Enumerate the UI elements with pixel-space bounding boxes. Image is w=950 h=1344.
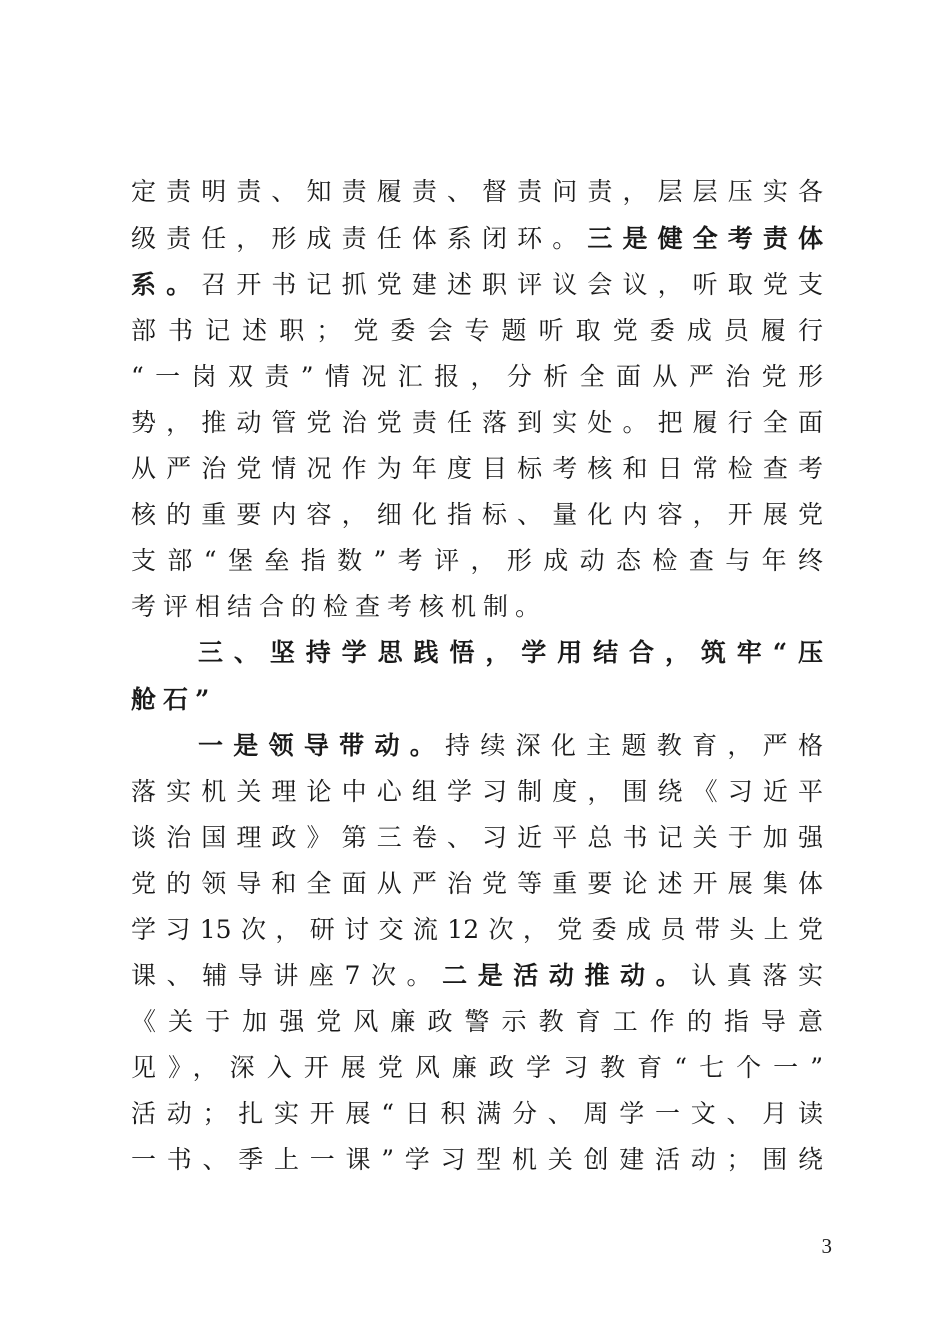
paragraph-1-line-8: 核的重要内容，细化指标、量化内容，开展党 <box>131 500 823 529</box>
paragraph-2-line-1-text: 持续深化主题教育，严格 <box>445 731 823 760</box>
paragraph-1-line-1: 定责明责、知责履责、督责问责，层层压实各 <box>131 177 823 206</box>
subheading-two-bold: 二是活动推动。 <box>442 961 692 990</box>
paragraph-1-line-9: 支部“堡垒指数”考评，形成动态检查与年终 <box>131 546 823 575</box>
paragraph-1-line-3 <box>131 265 823 305</box>
page-number: 3 <box>821 1234 832 1258</box>
paragraph-2-line-3: 谈治国理政》第三卷、习近平总书记关于加强 <box>131 823 823 852</box>
paragraph-2-line-5: 学习15次，研讨交流12次，党委成员带头上党 <box>131 915 823 944</box>
paragraph-2-line-6-text: 课、辅导讲座7次。 <box>131 961 443 990</box>
paragraph-2-line-4: 党的领导和全面从严治党等重要论述开展集体 <box>131 869 823 898</box>
subheading-three-bold: 三是健全考责体 <box>587 224 823 253</box>
paragraph-2-line-10: 一书、季上一课”学习型机关创建活动；围绕 <box>131 1145 823 1174</box>
paragraph-1-line-10: 考评相结合的检查考核机制。 <box>131 592 548 621</box>
paragraph-1-line-4: 部书记述职；党委会专题听取党委成员履行 <box>131 316 823 345</box>
paragraph-1-line-2-text: 级责任，形成责任体系闭环。 <box>131 224 588 253</box>
paragraph-1-line-3-text: 召开书记抓党建述职评议会议，听取党支 <box>201 270 823 299</box>
paragraph-1-line-5: “一岗双责”情况汇报，分析全面从严治党形 <box>131 362 823 391</box>
section-heading-line-1: 三、坚持学思践悟，学用结合，筑牢“压 <box>198 638 823 667</box>
paragraph-2-line-6 <box>131 956 823 996</box>
subheading-three-bold-end: 系。 <box>131 270 202 299</box>
section-heading-line-2: 舱石” <box>131 685 217 714</box>
paragraph-2-line-1 <box>198 726 823 766</box>
paragraph-1-line-7: 从严治党情况作为年度目标考核和日常检查考 <box>131 454 823 483</box>
paragraph-1-line-6: 势，推动管党治党责任落到实处。把履行全面 <box>131 408 823 437</box>
subheading-one-bold: 一是领导带动。 <box>198 731 446 760</box>
paragraph-2-line-2: 落实机关理论中心组学习制度，围绕《习近平 <box>131 777 823 806</box>
paragraph-2-line-6-tail: 认真落实 <box>691 961 823 990</box>
paragraph-1-line-2 <box>131 219 823 259</box>
paragraph-2-line-7: 《关于加强党风廉政警示教育工作的指导意 <box>131 1007 823 1036</box>
paragraph-2-line-9: 活动；扎实开展“日积满分、周学一文、月读 <box>131 1099 823 1128</box>
paragraph-2-line-8: 见》，深入开展党风廉政学习教育“七个一” <box>131 1053 823 1082</box>
